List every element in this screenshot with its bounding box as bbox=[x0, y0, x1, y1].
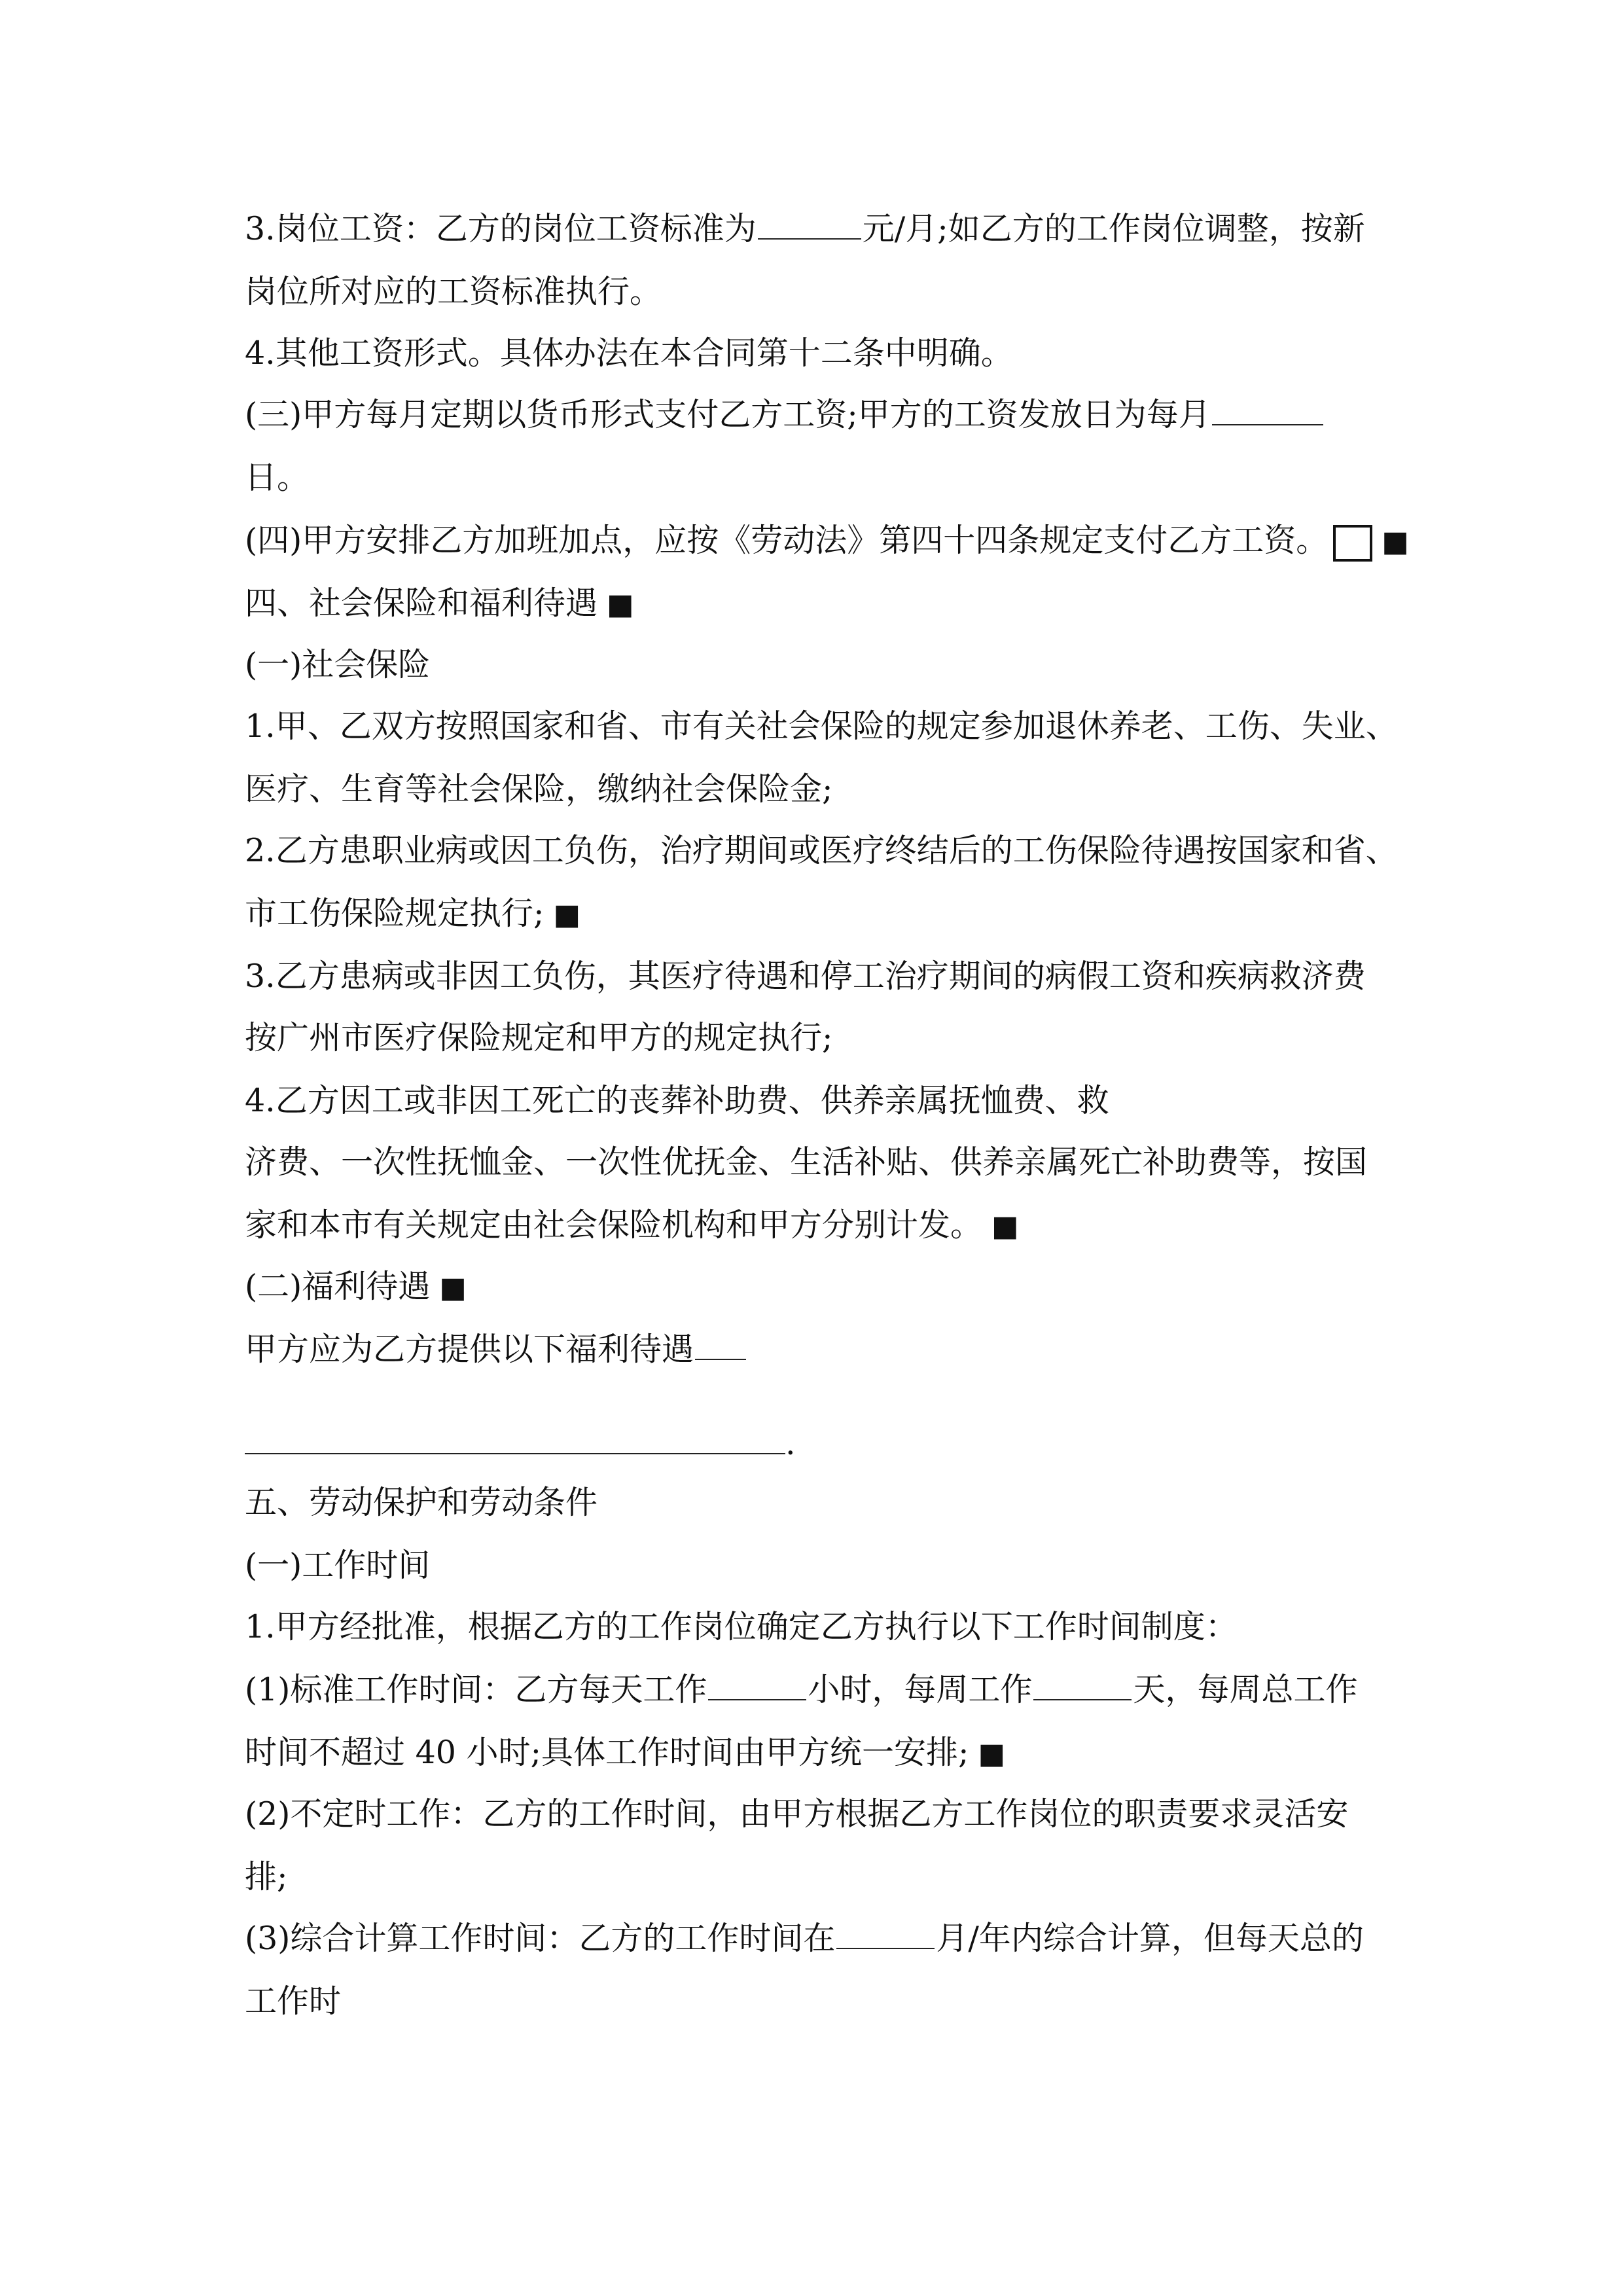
para-other-wage: 4.其他工资形式。具体办法在本合同第十二条中明确。 bbox=[245, 334, 1013, 372]
para-post-wage-cont: 岗位所对应的工资标准执行。 bbox=[245, 273, 662, 310]
para-insurance-3: 3.乙方患病或非因工负伤，其医疗待遇和停工治疗期间的病假工资和疾病救济费 bbox=[245, 958, 1366, 995]
square-mark: ■ bbox=[553, 898, 581, 931]
para-flexible-time-cont: 排; bbox=[245, 1858, 288, 1895]
para-standard-time-cont bbox=[245, 1733, 1383, 1772]
text: 元/月;如乙方的工作岗位调整，按新 bbox=[862, 210, 1365, 247]
square-mark: ■ bbox=[1382, 525, 1409, 558]
heading-social-insurance bbox=[245, 584, 1383, 623]
text: (二)福利待遇 bbox=[245, 1268, 431, 1305]
para-insurance-4-end bbox=[245, 1206, 1383, 1245]
para-insurance-4: 4.乙方因工或非因工死亡的丧葬补助费、供养亲属抚恤费、救 bbox=[245, 1082, 1109, 1119]
para-flexible-time: (2)不定时工作：乙方的工作时间，由甲方根据乙方工作岗位的职责要求灵活安 bbox=[245, 1795, 1349, 1833]
para-insurance-2: 2.乙方患职业病或因工负伤，治疗期间或医疗终结后的工伤保险待遇按国家和省、 bbox=[245, 832, 1398, 869]
para-overtime bbox=[245, 521, 1409, 560]
para-welfare bbox=[245, 1330, 1383, 1369]
para-insurance-2-cont bbox=[245, 894, 1383, 933]
para-insurance-1: 1.甲、乙双方按照国家和省、市有关社会保险的规定参加退休养老、工伤、失业、 bbox=[245, 708, 1398, 745]
text: (四)甲方安排乙方加班加点，应按《劳动法》第四十四条规定支付乙方工资。 bbox=[245, 522, 1329, 559]
checkbox[interactable] bbox=[1333, 525, 1372, 562]
text: 四、社会保险和福利待遇 bbox=[245, 584, 598, 622]
welfare-long-blank[interactable] bbox=[245, 1453, 785, 1454]
square-mark: ■ bbox=[607, 588, 634, 621]
para-insurance-3-cont: 按广州市医疗保险规定和甲方的规定执行; bbox=[245, 1019, 833, 1056]
para-post-wage bbox=[245, 209, 1383, 249]
para-payday-cont: 日。 bbox=[245, 459, 310, 496]
para-comprehensive-time-cont: 工作时 bbox=[245, 1982, 342, 2020]
text: 小时，每周工作 bbox=[808, 1671, 1033, 1708]
heading-labor-protection: 五、劳动保护和劳动条件 bbox=[245, 1484, 598, 1521]
welfare-blank[interactable] bbox=[695, 1330, 746, 1360]
para-standard-time bbox=[245, 1670, 1383, 1710]
text: 天，每周总工作 bbox=[1133, 1671, 1358, 1708]
subheading-work-time: (一)工作时间 bbox=[245, 1547, 431, 1584]
para-worktime-1: 1.甲方经批准，根据乙方的工作岗位确定乙方执行以下工作时间制度： bbox=[245, 1608, 1238, 1645]
text: 家和本市有关规定由社会保险机构和甲方分别计发。 bbox=[245, 1206, 983, 1244]
square-mark: ■ bbox=[439, 1271, 467, 1304]
text: (3)综合计算工作时间：乙方的工作时间在 bbox=[245, 1920, 836, 1957]
period-blank[interactable] bbox=[836, 1919, 935, 1949]
para-insurance-4-cont: 济费、一次性抚恤金、一次性优抚金、生活补贴、供养亲属死亡补助费等，按国 bbox=[245, 1143, 1368, 1181]
para-payday bbox=[245, 395, 1383, 435]
text: 月/年内综合计算，但每天总的 bbox=[936, 1920, 1364, 1957]
text: 3.岗位工资：乙方的岗位工资标准为 bbox=[245, 210, 757, 247]
payday-blank[interactable] bbox=[1212, 395, 1323, 425]
text: (三)甲方每月定期以货币形式支付乙方工资;甲方的工资发放日为每月 bbox=[245, 396, 1211, 433]
days-per-week-blank[interactable] bbox=[1033, 1670, 1132, 1700]
square-mark: ■ bbox=[991, 1210, 1019, 1243]
text: 甲方应为乙方提供以下福利待遇 bbox=[245, 1331, 694, 1368]
hours-per-day-blank[interactable] bbox=[708, 1670, 806, 1700]
wage-amount-blank[interactable] bbox=[758, 209, 861, 240]
text: (1)标准工作时间：乙方每天工作 bbox=[245, 1671, 707, 1708]
text: 市工伤保险规定执行; bbox=[245, 895, 544, 932]
subheading-insurance: (一)社会保险 bbox=[245, 646, 431, 683]
period-mark: . bbox=[785, 1425, 796, 1462]
square-mark: ■ bbox=[978, 1737, 1006, 1770]
text: 时间不超过 40 小时;具体工作时间由甲方统一安排; bbox=[245, 1734, 969, 1771]
para-comprehensive-time bbox=[245, 1919, 1383, 1958]
subheading-welfare bbox=[245, 1267, 1383, 1306]
para-insurance-1-cont: 医疗、生育等社会保险，缴纳社会保险金; bbox=[245, 770, 833, 808]
